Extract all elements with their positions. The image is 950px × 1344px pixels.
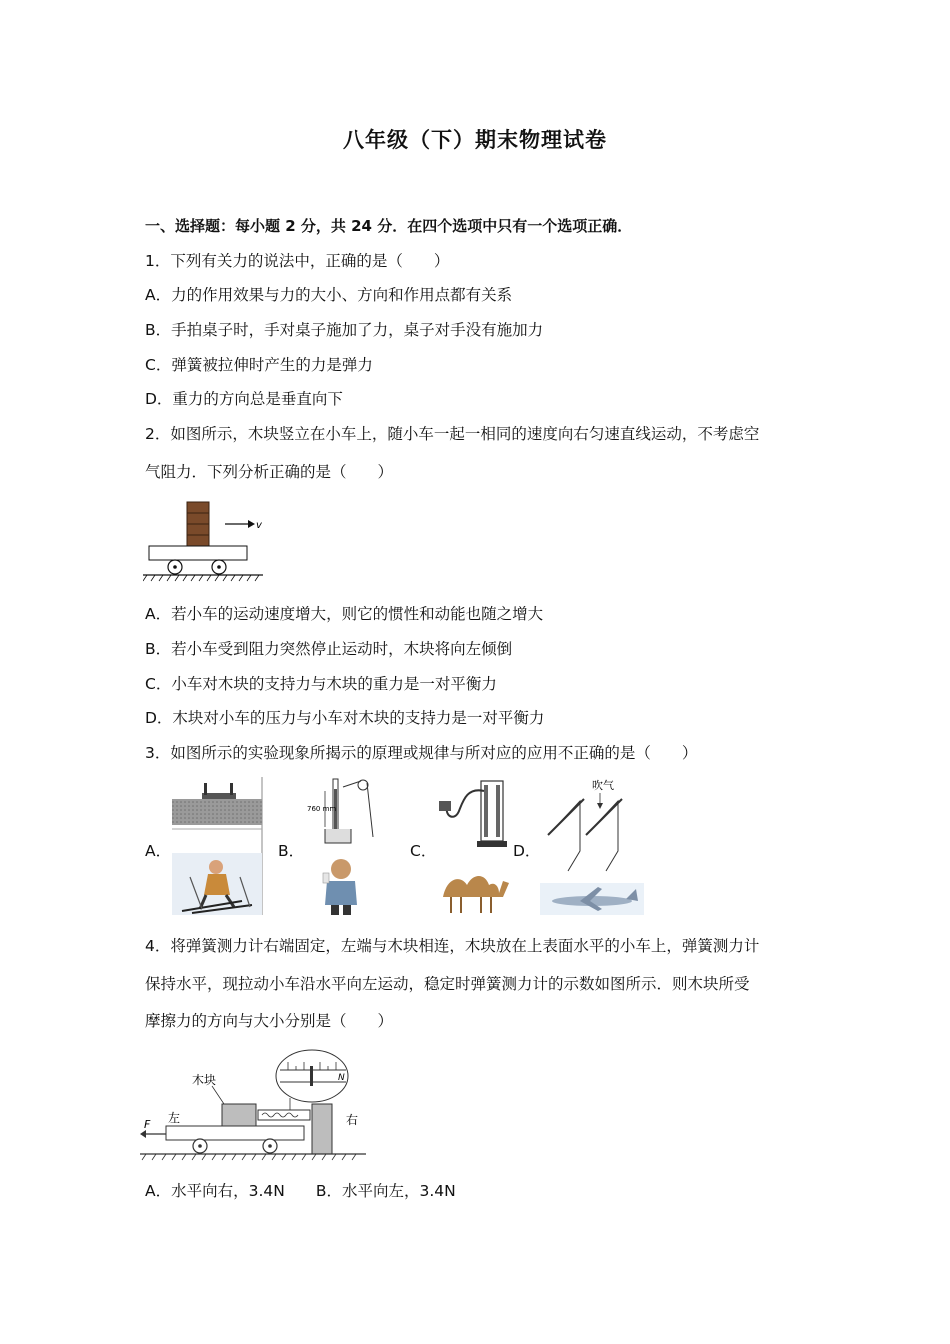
unit-label: N [338,1073,345,1083]
q1-option-d: D．重力的方向总是垂直向下 [145,390,343,408]
q3-option-b-label: B． [278,842,305,860]
spring-scale [258,1110,310,1120]
q2-option-d: D．木块对小车的压力与小车对木块的支持力是一对平衡力 [145,709,545,727]
velocity-label: v [256,520,262,531]
q2-stem-line2: 气阻力．下列分析正确的是（ ） [145,463,394,481]
q4-options: A．水平向右，3.4N B．水平向左，3.4N [145,1182,456,1200]
q3-figure-c [437,777,515,915]
q1-stem: 1．下列有关力的说法中，正确的是（ ） [145,252,450,270]
camel [443,876,509,897]
q2-option-a: A．若小车的运动速度增大，则它的惯性和动能也随之增大 [145,605,544,623]
q4-stem-line2: 保持水平，现拉动小车沿水平向左运动，稳定时弹簧测力计的示数如图所示．则木块所受 [145,975,750,993]
q3-figure-d [540,777,645,915]
block-label: 木块 [192,1073,217,1087]
q4-spring-scale-figure [140,1048,370,1166]
q2-option-c: C．小车对木块的支持力与木块的重力是一对平衡力 [145,675,497,693]
q3-stem: 3．如图所示的实验现象所揭示的原理或规律与所对应的应用不正确的是（ ） [145,744,698,762]
q1-option-b: B．手拍桌子时，手对桌子施加了力，桌子对手没有施加力 [145,321,544,339]
q1-option-c: C．弹簧被拉伸时产生的力是弹力 [145,356,373,374]
section-heading: 一、选择题：每小题 2 分，共 24 分．在四个选项中只有一个选项正确． [145,217,633,235]
q4-stem-line3: 摩擦力的方向与大小分别是（ ） [145,1012,394,1030]
q2-stem-line1: 2．如图所示，木块竖立在小车上，随小车一起一相同的速度向右匀速直线运动，不考虑空 [145,425,760,443]
q3-option-c-label: C． [410,842,437,860]
page-title: 八年级（下）期末物理试卷 [343,128,607,152]
fixed-post [312,1104,332,1154]
wood-block [222,1104,256,1126]
boy-head [331,859,351,879]
q2-option-b: B．若小车受到阻力突然停止运动时，木块将向左倾倒 [145,640,513,658]
q3-option-a-label: A． [145,842,172,860]
q3-figure-a [172,777,264,915]
force-label: F [144,1118,151,1131]
q4-stem-line1: 4．将弹簧测力计右端固定，左端与木块相连，木块放在上表面水平的小车上，弹簧测力计 [145,937,760,955]
cart-body [166,1126,304,1140]
left-label: 左 [168,1111,181,1125]
q3-option-d-label: D． [513,842,541,860]
q1-option-a: A．力的作用效果与力的大小、方向和作用点都有关系 [145,286,513,304]
mercury-height-label: 760 mm [307,805,337,813]
right-label: 右 [346,1113,359,1127]
blow-label: 吹气 [592,779,614,792]
q2-cart-figure [143,500,268,585]
cart-body [149,546,247,560]
q3-figure-b [303,777,383,915]
